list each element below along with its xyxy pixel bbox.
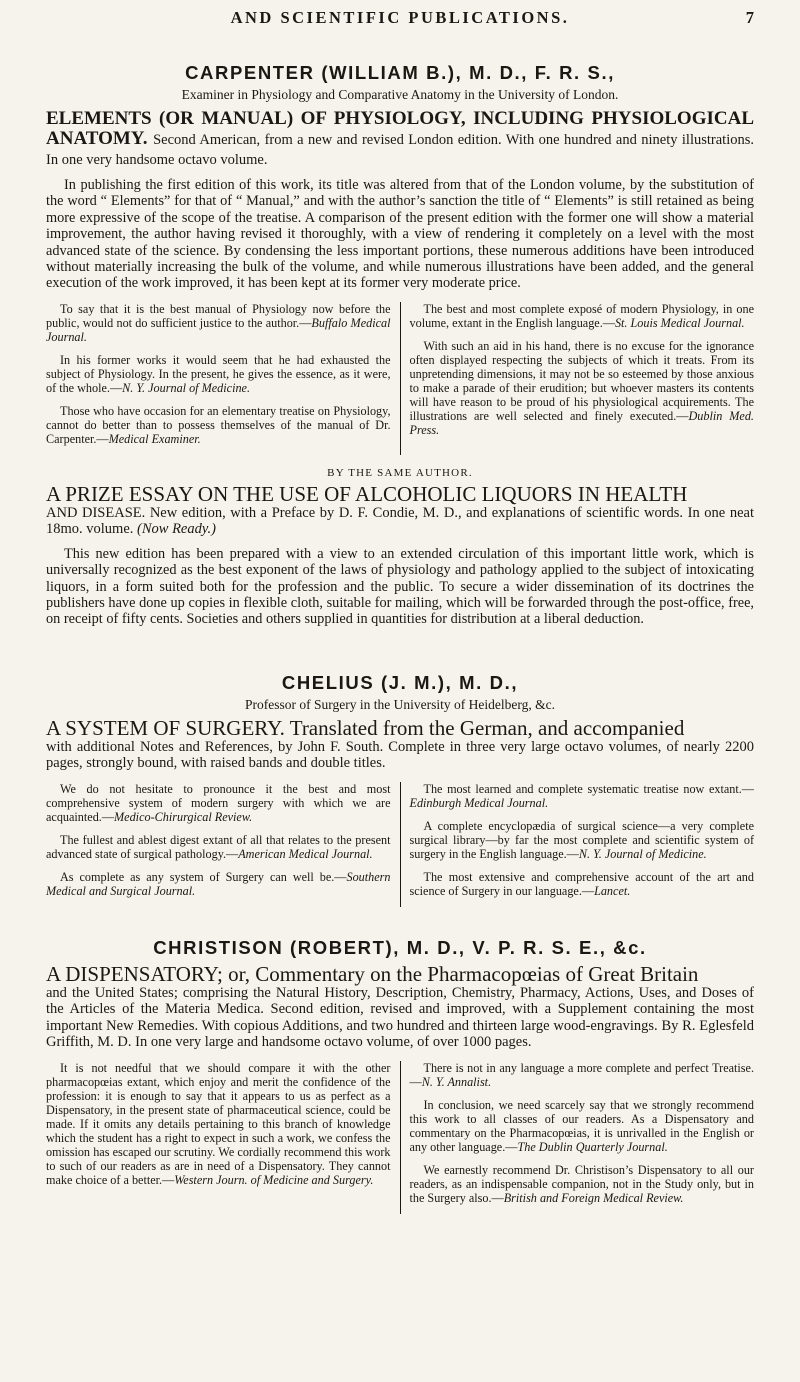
chelius-reviews-right [401, 782, 755, 907]
review-quote [46, 1061, 391, 1187]
review-text: We earnestly recommend Dr. Christison’s Dispensatory to all our readers, as an indispensable companion, not in the Study only, but in the Surgery also.— [409, 1162, 754, 1205]
carpenter-reviews [46, 302, 754, 455]
review-quote [410, 1098, 755, 1154]
review-source: N. Y. Journal of Medicine. [578, 846, 707, 861]
chelius-reviews [46, 782, 754, 907]
christison-book-title: A DISPENSATORY; or, Commentary on the Pharmacopœias of Great Britain [46, 961, 699, 986]
christison-author-heading: CHRISTISON (ROBERT), M. D., V. P. R. S. E., &c. [153, 936, 647, 958]
review-source: St. Louis Medical Journal. [614, 315, 745, 330]
review-quote [46, 353, 391, 395]
review-quote [410, 1163, 755, 1205]
review-quote [410, 870, 755, 898]
review-quote [46, 302, 391, 344]
section-spacer [46, 907, 754, 937]
review-source: Buffalo Medical Journal. [46, 315, 391, 344]
chelius-reviews-left [46, 782, 401, 907]
review-source: N. Y. Annalist. [421, 1074, 492, 1089]
review-source: Western Journ. of Medicine and Surgery. [174, 1172, 374, 1187]
carpenter-book-description: Second American, from a new and revised London edition. With one hundred and ninety illustrations. In one very handsome octavo volume. [46, 132, 754, 168]
carpenter-body-paragraph: In publishing the first edition of this work, its title was altered from that of the London volume, by the substitution of the word “ Elements” for that of “ Manual,” and with the author’s sanction the title of “ Elements” is still retained as being more expressive of the scope of the treatise. A comparison of the present edition with the former one will show a material improvement, the author having revised it thoroughly, with a view of rendering it completely on a level with the most advanced state of the science. By condensing the less important portions, these numerous additions have been introduced without materially increasing the bulk of the volume, and while numerous illustrations have been added, and the general execution of the work improved, it has been kept at its former very moderate price. [46, 177, 754, 292]
review-quote [46, 833, 391, 861]
review-text: There is not in any language a more complete and perfect Treatise.— [409, 1060, 754, 1089]
review-source: Medico-Chirurgical Review. [114, 809, 253, 824]
essay-availability-note: (Now Ready.) [137, 521, 216, 538]
review-text: The most extensive and comprehensive account of the art and science of Surgery in our language.— [409, 869, 754, 898]
review-source: Lancet. [594, 883, 631, 898]
carpenter-affiliation: Examiner in Physiology and Comparative Anatomy in the University of London. [181, 87, 619, 102]
review-quote [46, 870, 391, 898]
chelius-book-title: A SYSTEM OF SURGERY. Translated from the German, and accompanied [46, 715, 685, 740]
review-text: The fullest and ablest digest extant of all that relates to the present advanced state of surgical pathology.— [46, 832, 391, 861]
chelius-author-heading: CHELIUS (J. M.), M. D., [281, 671, 519, 693]
essay-title: A PRIZE ESSAY ON THE USE OF ALCOHOLIC LIQUORS IN HEALTH [46, 481, 688, 506]
christison-reviews [46, 1061, 754, 1214]
review-source: N. Y. Journal of Medicine. [122, 380, 251, 395]
carpenter-book-title: ELEMENTS (OR MANUAL) OF PHYSIOLOGY, INCLUDING PHYSIOLOGICAL ANATOMY. [46, 108, 754, 149]
review-source: The Dublin Quarterly Journal. [517, 1139, 668, 1154]
review-text: We do not hesitate to pronounce it the best and most comprehensive system of modern surgery with which we are acquainted.— [46, 781, 391, 824]
chelius-book-description: with additional Notes and References, by John F. South. Complete in three very large octavo volumes, of nearly 2200 pages, strongly bound, with raised bands and double titles. [46, 738, 754, 772]
review-text: As complete as any system of Surgery can well be.— [60, 869, 347, 884]
essay-description [46, 505, 754, 538]
running-head [46, 0, 754, 34]
carpenter-reviews-left [46, 302, 401, 455]
carpenter-reviews-right [401, 302, 755, 455]
essay-description-text: AND DISEASE. New edition, with a Preface by D. F. Condie, M. D., and explanations of scientific words. In one neat 18mo. volume. [46, 504, 754, 538]
review-text: A complete encyclopædia of surgical science—a very complete surgical library—by far the most complete and scientific system of surgery in the English language.— [409, 818, 754, 861]
page-number: 7 [745, 8, 754, 27]
review-source: British and Foreign Medical Review. [503, 1190, 684, 1205]
christison-book-description: and the United States; comprising the Natural History, Description, Chemistry, Pharmacy, Actions, Uses, and Doses of the Articles of the Materia Medica. Second edition, revised and improved, with a Supplement containing the most important New Remedies. With copious Additions, and two hundred and thirteen large wood-engravings. By R. Eglesfeld Griffith, M. D. In one very large and handsome octavo volume, of over 1000 pages. [46, 984, 754, 1051]
christison-reviews-right [401, 1061, 755, 1214]
christison-reviews-left [46, 1061, 401, 1214]
review-text: The most learned and complete systematic treatise now extant.— [423, 781, 754, 796]
review-source: Southern Medical and Surgical Journal. [46, 869, 391, 898]
review-text: In conclusion, we need scarcely say that we strongly recommend this work to all classes of our readers. As a Dispensatory and commentary on the Pharmacopœias, it is unrivalled in the English or any other language.— [409, 1097, 754, 1154]
chelius-affiliation: Professor of Surgery in the University of Heidelberg, &c. [245, 696, 555, 712]
carpenter-author-heading: CARPENTER (WILLIAM B.), M. D., F. R. S., [185, 62, 615, 83]
review-source: American Medical Journal. [238, 846, 373, 861]
carpenter-book-entry [46, 109, 754, 169]
review-quote [46, 782, 391, 824]
review-text: It is not needful that we should compare it with the other pharmacopœias extant, which enjoy and merit the confidence of the profession: it is enough to say that it appears to us as perfect as a Dispensatory, in the present state of pharmaceutical science, could be made. If it omits any details pertaining to this branch of knowledge which the student has a right to expect in such a work, we confess the omission has escaped our scrutiny. We cordially recommend this work to such of our readers as are in need of a Dispensatory. They cannot make choice of a better.— [46, 1060, 391, 1187]
review-quote [410, 782, 755, 810]
section-spacer [46, 628, 754, 672]
essay-body-paragraph: This new edition has been prepared with a view to an extended circulation of this important little work, which is universally recognized as the best exponent of the laws of physiology and pathology applied to the subject of intoxicating liquors, in a form suited both for the profession and the public. To secure a wider dissemination of its doctrines the publishers have done up copies in flexible cloth, suitable for mailing, which will be forwarded through the post-office, free, on receipt of fifty cents. Societies and others supplied in quantities for distribution at a liberal deduction. [46, 545, 754, 628]
review-source: Edinburgh Medical Journal. [409, 795, 549, 810]
review-source: Dublin Med. Press. [409, 408, 754, 437]
review-text: With such an aid in his hand, there is no excuse for the ignorance often displayed respecting the subjects of which it treats. From its unpretending dimensions, it may not be so esteemed by those anxious to make a parade of their erudition; but whoever masters its contents will have reason to be proud of his physiological acquirements. The illustrations are well selected and finely executed.— [409, 338, 754, 423]
review-source: Medical Examiner. [108, 431, 201, 446]
review-quote [410, 339, 755, 437]
review-text: To say that it is the best manual of Physiology now before the public, would not do sufficient justice to the author.— [46, 301, 391, 330]
review-quote [46, 404, 391, 446]
running-title: AND SCIENTIFIC PUBLICATIONS. [230, 8, 570, 27]
review-text: Those who have occasion for an elementary treatise on Physiology, cannot do better than to possess themselves of the manual of Dr. Carpenter.— [46, 403, 391, 446]
review-quote [410, 302, 755, 330]
review-text: The best and most complete exposé of modern Physiology, in one volume, extant in the English language.— [409, 301, 754, 330]
same-author-label: BY THE SAME AUTHOR. [327, 466, 473, 479]
review-text: In his former works it would seem that he had exhausted the subject of Physiology. In the present, he gives the essence, as it were, of the whole.— [46, 352, 391, 395]
review-quote [410, 819, 755, 861]
review-quote [410, 1061, 755, 1089]
